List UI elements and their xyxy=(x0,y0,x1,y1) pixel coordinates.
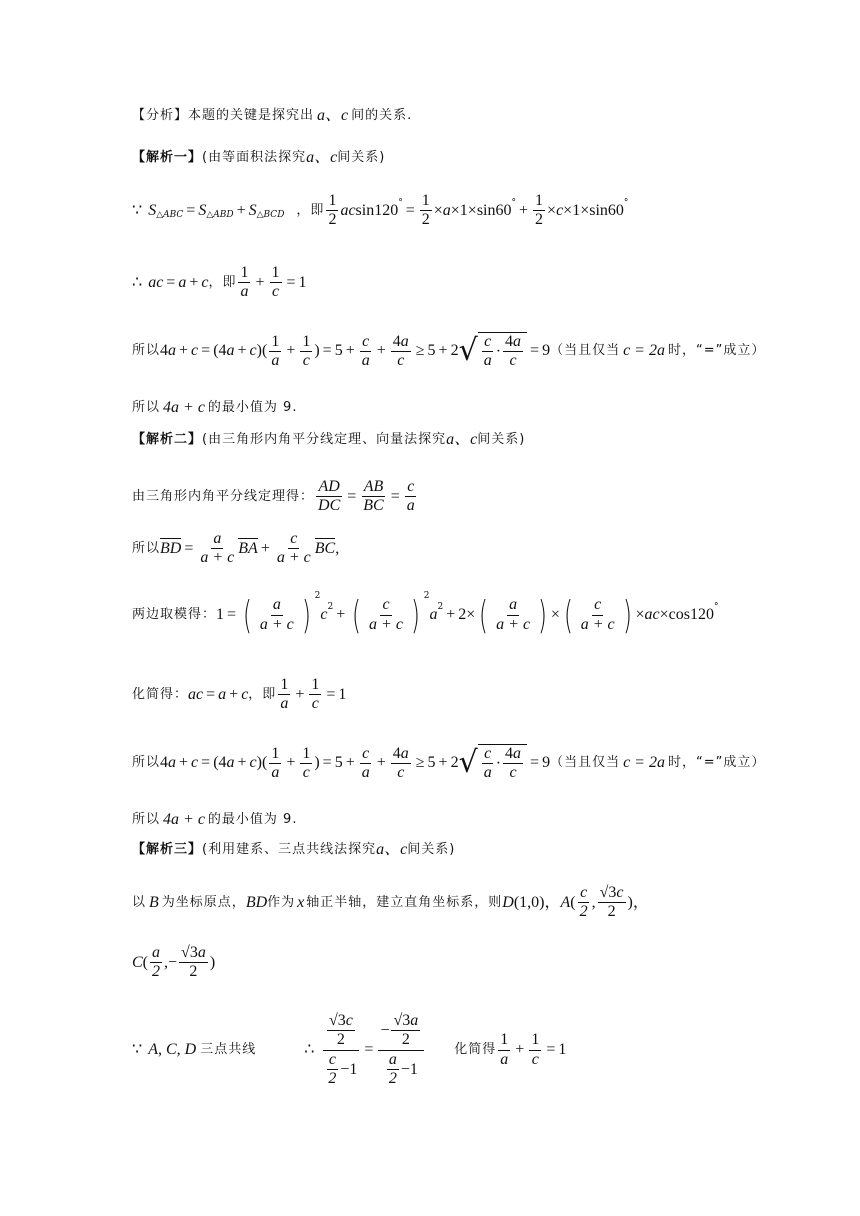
sol2-min xyxy=(132,810,297,830)
sol2-ji: ，即 xyxy=(248,686,277,702)
sol3-setup-2: 为坐标原点， xyxy=(161,894,246,910)
analysis-vars: a、c xyxy=(317,107,349,124)
sol3-collinear-pts: A, C, D xyxy=(148,1041,197,1059)
therefore-symbol: ∴ xyxy=(132,273,143,291)
sol2-theorem-text: 由三角形内角平分线定理得： xyxy=(132,488,315,504)
sol2-simplify: 化简得： ac = a + c ，即 $\frac{1}{a}$ + $\frac{1}{c}$ = 1 xyxy=(132,676,347,713)
sol3-setup-4: 轴正半轴，建立直角坐标系，则 xyxy=(306,894,503,910)
sol2-min-prefix: 所以 xyxy=(132,811,161,827)
sol1-cond-eq: c = 2a xyxy=(623,342,665,360)
sol3-heading-label: 【解析三】 xyxy=(132,841,203,857)
because-symbol: ∵ xyxy=(132,201,143,219)
sol2-heading-note: (由三角形内角平分线定理、向量法探究 xyxy=(202,431,447,447)
sol2-cond-tail: 时，“=”成立） xyxy=(667,755,766,771)
sol2-inequality: 所以 4 a + c = (4 a + c )( $\frac{1}{a}$ + $\frac{1}{c}$ ) = 5 + $\frac{c}{a}$ + $\frac{4a}{c}$ ≥ 5 + 2 √ $\frac{c}{a}$ · $\frac{4a}{c}$ = 9 （当且仅当 c = 2a 时，“=”成立） xyxy=(132,744,766,782)
because-symbol-3: ∵ xyxy=(132,1041,143,1059)
analysis-tail: 间的关系. xyxy=(351,107,413,123)
sol3-setup-x: x xyxy=(297,893,305,911)
sol1-min-text: 的最小值为 9. xyxy=(207,399,298,415)
sol3-setup-1: 以 xyxy=(132,894,147,910)
sol2-min-expr: 4a + c xyxy=(163,811,205,828)
sol1-cond-tail: 时，“=”成立） xyxy=(667,343,766,359)
sol1-relation: ∴ ac = a + c ，即 $\frac{1}{a}$ + $\frac{1}{c}$ = 1 xyxy=(132,264,307,301)
sol3-setup-B: B xyxy=(149,893,159,911)
sol1-min-prefix: 所以 xyxy=(132,399,161,415)
sol2-suoyi2: 所以 xyxy=(132,755,161,771)
sol3-heading-note: (利用建系、三点共线法探究 xyxy=(202,841,377,857)
sol3-setup: 以 B 为坐标原点， BD 作为 x 轴正半轴，建立直角坐标系，则 D (1,0) ， A ( $\frac{c}{2}$ , $\frac{√3c}{2}$ ) ， xyxy=(132,884,649,921)
sol3-collinear-text: 三点共线 xyxy=(200,1042,257,1058)
sol1-heading-vars: a、c xyxy=(306,149,338,166)
sol1-area-equation: ∵ S △ABC = S △ABD + S △BCD ，即 $\frac{1}{2}$ ac sin120 ° = $\frac{1}{2}$ × a ×1×sin60 ° + $\frac{1}{2}$ × c ×1×sin60 ° xyxy=(132,192,629,229)
sol3-point-c: C ( $\frac{a}{2}$ ,− $\frac{√3a}{2}$ ) xyxy=(132,944,216,981)
sol1-min xyxy=(132,398,297,418)
analysis-label: 【分析】 xyxy=(132,107,189,123)
sol2-heading xyxy=(132,430,525,450)
sol2-heading-tail: 间关系) xyxy=(477,431,526,447)
sol1-ji: ，即 xyxy=(296,202,325,218)
sol3-heading-tail: 间关系) xyxy=(407,841,456,857)
sol1-ji2: ，即 xyxy=(208,274,237,290)
sol2-simplify-text: 化简得： xyxy=(132,686,189,702)
sol2-cond: （当且仅当 xyxy=(550,755,621,771)
sol2-suoyi: 所以 xyxy=(132,540,161,556)
sol3-setup-3: 作为 xyxy=(267,894,296,910)
sol2-theorem: 由三角形内角平分线定理得： $\frac{AD}{DC}$ = $\frac{AB}{BC}$ = $\frac{c}{a}$ xyxy=(132,478,415,515)
sol1-suoyi: 所以 xyxy=(132,343,161,359)
sol2-heading-label: 【解析二】 xyxy=(132,431,203,447)
sol1-heading-tail: 间关系) xyxy=(337,149,386,165)
sol1-inequality: 所以 4 a + c = (4 a + c )( $\frac{1}{a}$ + $\frac{1}{c}$ ) = 5 + $\frac{c}{a}$ + $\frac{4a}{c}$ ≥ 5 + 2 √ $\frac{c}{a}$ · $\frac{4a}{c}$ = 9 （当且仅当 c = 2a 时，“=”成立） xyxy=(132,332,766,370)
sol1-heading-note: (由等面积法探究 xyxy=(202,149,307,165)
sol2-vector: 所以 BD = $\frac{a}{a + c}$ BA + $\frac{c}{a + c}$ BC , xyxy=(132,530,340,567)
sol2-min-text: 的最小值为 9. xyxy=(207,811,298,827)
analysis-text: 本题的关键是探究出 xyxy=(188,107,315,123)
sol3-simplify: 化简得 xyxy=(454,1042,497,1058)
sol3-heading-vars: a、c xyxy=(376,841,408,858)
analysis-line xyxy=(132,106,412,126)
sol2-heading-vars: a、c xyxy=(446,431,478,448)
therefore-symbol-3: ∴ xyxy=(304,1041,315,1059)
sol2-modulus: 两边取模得： 1 = ( $\frac{a}{a + c}$ ) 2 c 2 + ( $\frac{c}{a + c}$ ) 2 a 2 + 2× ( $\frac{a}{a + c}$ ) × ( $\frac{c}{a + c}$ ) × ac ×cos120 ° xyxy=(132,591,719,637)
sol3-collinear: ∵ A, C, D 三点共线 ∴ $\frac{√3c}{2}$ $\frac{c}{2}$ −1 = − $\frac{√3a}{2}$ $\frac{a}{2}$ −1 化简得 $\frac{1}{a}$ + $\frac{1}{c}$ = 1 xyxy=(132,1012,567,1088)
sol1-heading-label: 【解析一】 xyxy=(132,149,203,165)
sol2-cond-eq: c = 2a xyxy=(623,754,665,772)
sol3-setup-BD: BD xyxy=(245,893,268,911)
sol1-cond: （当且仅当 xyxy=(550,343,621,359)
sol2-modulus-text: 两边取模得： xyxy=(132,606,217,622)
sol3-heading xyxy=(132,840,455,860)
sol1-heading xyxy=(132,148,385,168)
sol1-min-expr: 4a + c xyxy=(163,399,205,416)
